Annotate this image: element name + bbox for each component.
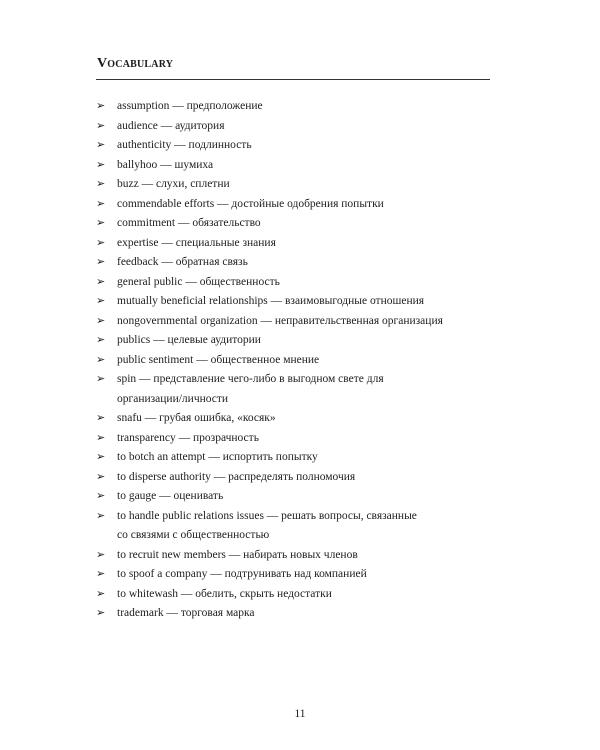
vocab-item [96, 312, 496, 332]
vocab-term-continuation: организации/личности [117, 392, 229, 405]
page-number: 11 [294, 708, 306, 720]
vocab-item [96, 487, 496, 507]
vocab-term-line: publics — целевые аудитории [117, 334, 261, 346]
arrow-bullet-icon: ➢ [96, 314, 106, 327]
arrow-bullet-icon: ➢ [96, 275, 106, 288]
vocab-item [96, 507, 496, 546]
vocab-item [96, 136, 496, 156]
vocab-item [96, 214, 496, 234]
vocab-item [96, 585, 496, 605]
arrow-bullet-icon: ➢ [96, 509, 106, 522]
arrow-bullet-icon: ➢ [96, 607, 106, 619]
vocab-item [96, 117, 496, 137]
vocab-term-line: to recruit new members — набирать новых членов [117, 548, 358, 561]
vocab-item [96, 468, 496, 488]
vocab-term-line: trademark — торговая марка [117, 607, 255, 619]
arrow-bullet-icon: ➢ [96, 548, 106, 561]
vocab-term-line: to gauge — оценивать [117, 490, 224, 502]
vocabulary-list [96, 97, 496, 624]
vocab-term-line: to disperse authority — распределять полномочия [117, 470, 356, 483]
arrow-bullet-icon: ➢ [96, 470, 106, 483]
vocab-term-line: spin — представление чего-либо в выгодном свете для [117, 373, 384, 385]
vocab-term-line: public sentiment — общественное мнение [117, 353, 320, 366]
arrow-bullet-icon: ➢ [96, 100, 106, 112]
arrow-bullet-icon: ➢ [96, 373, 106, 385]
arrow-bullet-icon: ➢ [96, 197, 106, 210]
arrow-bullet-icon: ➢ [96, 178, 106, 190]
vocab-term-line: feedback — обратная связь [117, 256, 248, 268]
arrow-bullet-icon: ➢ [96, 334, 106, 346]
vocab-item [96, 351, 496, 371]
heading-rule [96, 79, 490, 80]
vocab-item [96, 292, 496, 312]
vocab-item [96, 195, 496, 215]
vocab-term-line: expertise — специальные знания [117, 236, 276, 249]
vocab-term-line: snafu — грубая ошибка, «косяк» [117, 412, 276, 424]
vocab-term-line: mutually beneficial relationships — взаимовыгодные отношения [117, 295, 425, 307]
arrow-bullet-icon: ➢ [96, 568, 106, 580]
vocab-term-line: audience — аудитория [117, 119, 225, 132]
vocab-item [96, 97, 496, 117]
vocab-item [96, 429, 496, 449]
vocab-item [96, 253, 496, 273]
arrow-bullet-icon: ➢ [96, 451, 106, 463]
arrow-bullet-icon: ➢ [96, 256, 106, 268]
vocab-item [96, 156, 496, 176]
vocab-item [96, 331, 496, 351]
vocab-term-line: general public — общественность [117, 275, 280, 288]
arrow-bullet-icon: ➢ [96, 158, 106, 171]
vocab-item [96, 604, 496, 624]
vocab-item [96, 175, 496, 195]
vocab-term-line: to spoof a company — подтрунивать над компанией [117, 568, 367, 580]
vocab-term-line: to botch an attempt — испортить попытку [117, 451, 318, 463]
vocab-item [96, 565, 496, 585]
vocab-item [96, 273, 496, 293]
vocab-item [96, 234, 496, 254]
vocab-term-line: nongovernmental organization — неправительственная организация [117, 314, 443, 327]
arrow-bullet-icon: ➢ [96, 412, 106, 424]
section-heading: Vocabulary [97, 56, 174, 71]
vocab-term-line: commitment — обязательство [117, 217, 261, 229]
vocab-term-line: to whitewash — обелить, скрыть недостатки [117, 587, 332, 600]
arrow-bullet-icon: ➢ [96, 236, 106, 249]
vocab-item [96, 546, 496, 566]
arrow-bullet-icon: ➢ [96, 431, 106, 444]
arrow-bullet-icon: ➢ [96, 490, 106, 502]
vocab-term-line: commendable efforts — достойные одобрения попытки [117, 197, 384, 210]
vocab-item [96, 409, 496, 429]
vocab-term-line: buzz — слухи, сплетни [117, 178, 230, 190]
vocab-term-line: to handle public relations issues — решать вопросы, связанные [117, 509, 417, 522]
vocab-item [96, 448, 496, 468]
vocab-term-line: ballyhoo — шумиха [117, 158, 214, 171]
arrow-bullet-icon: ➢ [96, 587, 106, 600]
vocab-item [96, 370, 496, 409]
arrow-bullet-icon: ➢ [96, 295, 106, 307]
vocab-term-line: assumption — предположение [117, 100, 263, 112]
arrow-bullet-icon: ➢ [96, 119, 106, 132]
vocab-term-continuation: со связями с общественностью [117, 529, 270, 541]
vocab-term-line: transparency — прозрачность [117, 431, 259, 444]
arrow-bullet-icon: ➢ [96, 353, 106, 366]
arrow-bullet-icon: ➢ [96, 217, 106, 229]
vocab-term-line: authenticity — подлинность [117, 139, 252, 151]
arrow-bullet-icon: ➢ [96, 139, 106, 151]
